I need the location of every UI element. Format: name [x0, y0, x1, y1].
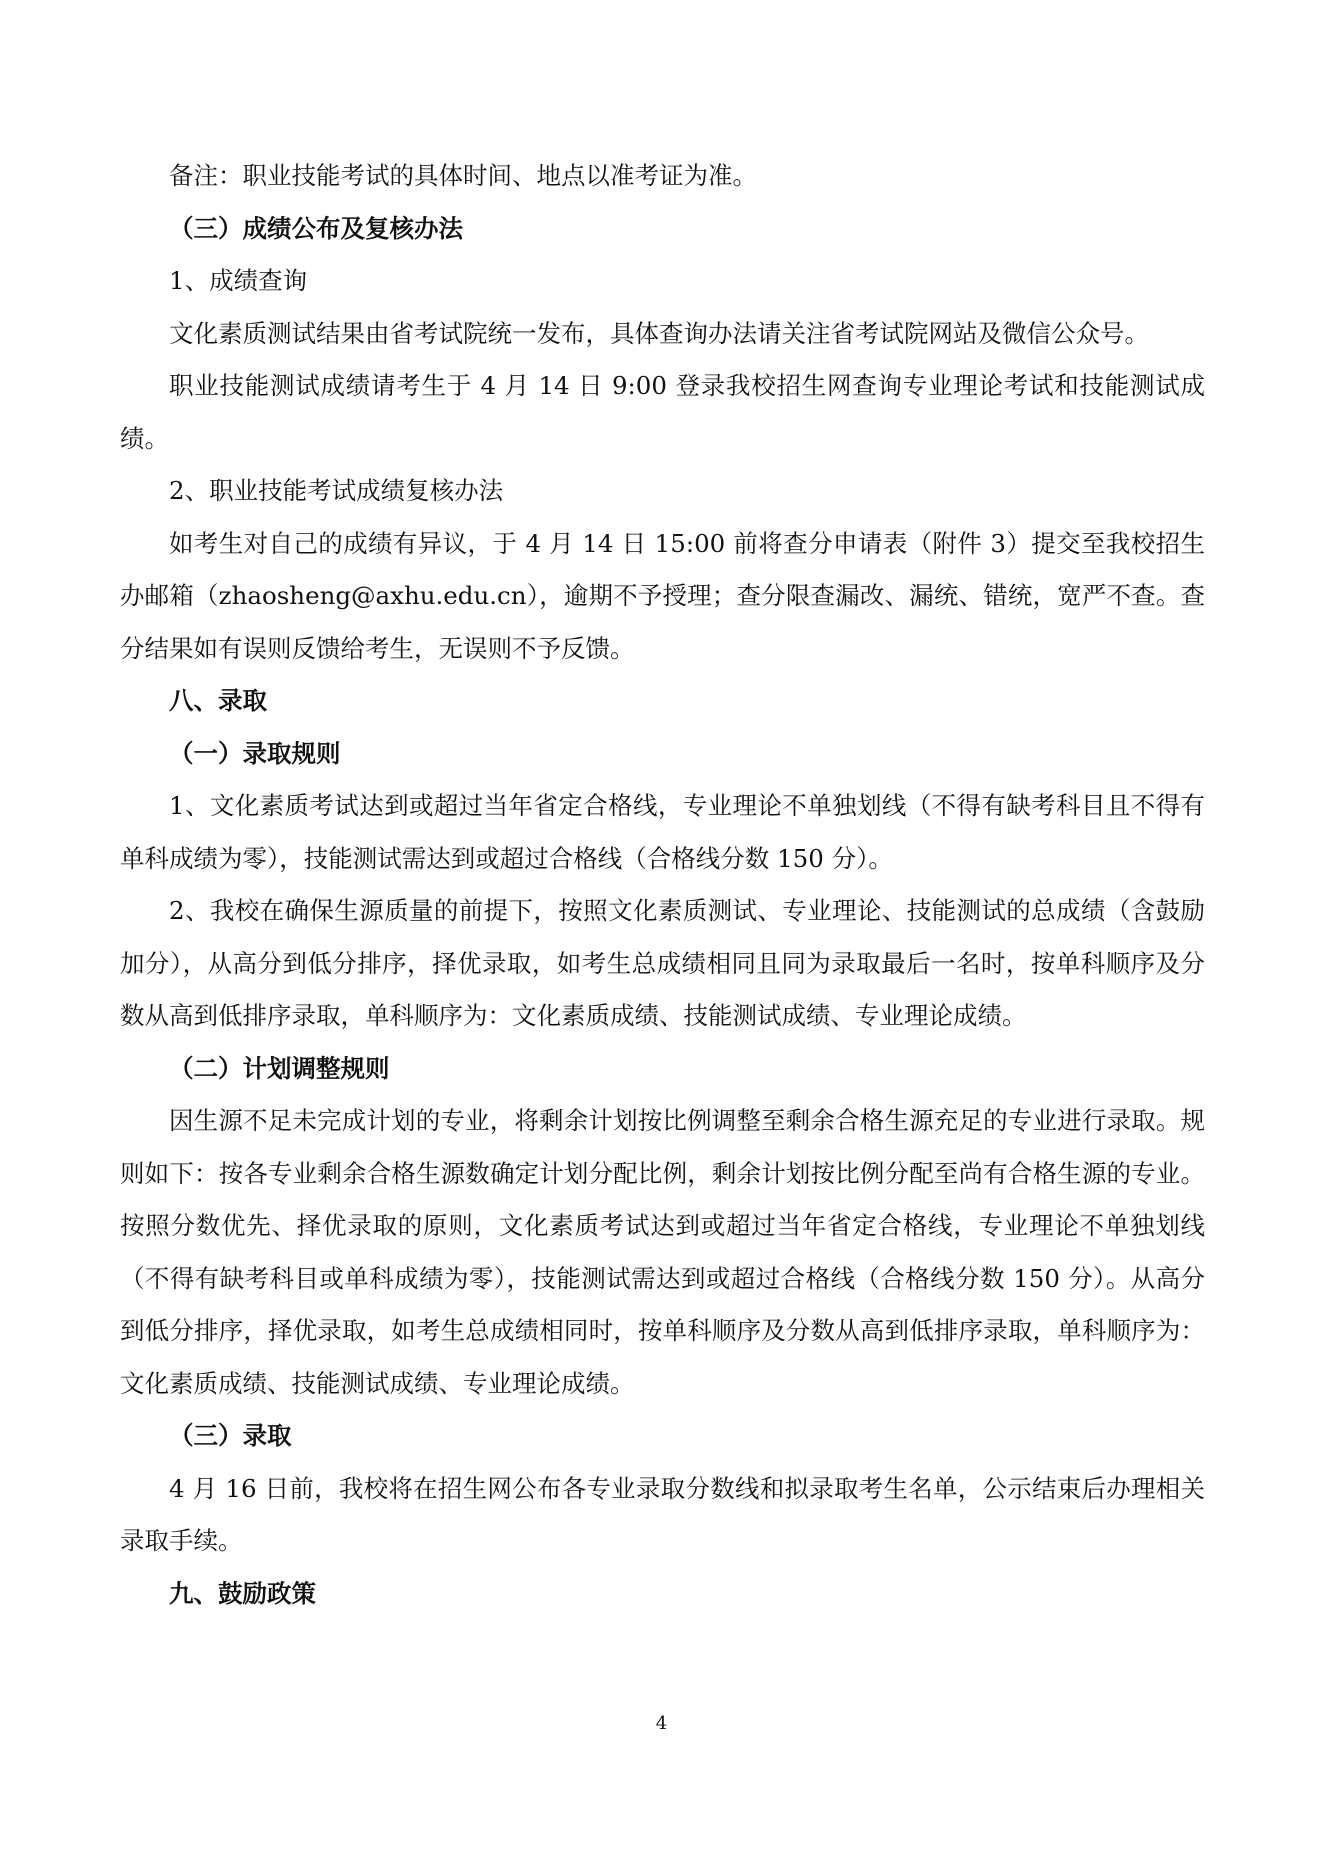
- paragraph-score-review-procedure: 如考生对自己的成绩有异议，于 4 月 14 日 15:00 前将查分申请表（附件 3）提交至我校招生办邮箱（zhaosheng@axhu.edu.cn），逾期不予授理；查分限查漏改、漏统、错统，宽严不查。查分结果如有误则反馈给考生，无误则不予反馈。: [120, 528, 1205, 663]
- page-number: 4: [655, 1713, 668, 1734]
- document-body: [120, 150, 1205, 1620]
- section-heading-plan-adjustment: （二）计划调整规则: [169, 1053, 390, 1083]
- paragraph-culture-test-results: 文化素质测试结果由省考试院统一发布，具体查询办法请关注省考试院网站及微信公众号。: [169, 318, 1149, 348]
- section-heading-incentive-policy: 九、鼓励政策: [169, 1578, 316, 1608]
- subheading-score-review: 2、职业技能考试成绩复核办法: [169, 476, 504, 505]
- paragraph-plan-adjustment: 因生源不足未完成计划的专业，将剩余计划按比例调整至剩余合格生源充足的专业进行录取。规则如下：按各专业剩余合格生源数确定计划分配比例，剩余计划按比例分配至尚有合格生源的专业。按照分数优先、择优录取的原则，文化素质考试达到或超过当年省定合格线，专业理论不单独划线（不得有缺考科目或单科成绩为零），技能测试需达到或超过合格线（合格线分数 150 分）。从高分到低分排序，择优录取，如考生总成绩相同时，按单科顺序及分数从高到低排序录取，单科顺序为：文化素质成绩、技能测试成绩、专业理论成绩。: [120, 1106, 1205, 1398]
- section-heading-admission: 八、录取: [169, 686, 267, 715]
- paragraph-admission-rule-2: 2、我校在确保生源质量的前提下，按照文化素质测试、专业理论、技能测试的总成绩（含鼓励加分），从高分到低分排序，择优录取，如考生总成绩相同且同为录取最后一名时，按单科顺序及分数从高到低排序录取，单科顺序为：文化素质成绩、技能测试成绩、专业理论成绩。: [120, 896, 1205, 1030]
- note-paragraph: 备注：职业技能考试的具体时间、地点以准考证为准。: [169, 161, 757, 190]
- subheading-score-query: 1、成绩查询: [169, 266, 308, 295]
- paragraph-skill-test-results: 职业技能测试成绩请考生于 4 月 14 日 9:00 登录我校招生网查询专业理论考试和技能测试成绩。: [120, 371, 1205, 453]
- section-heading-score-release: （三）成绩公布及复核办法: [169, 213, 463, 243]
- paragraph-admission-rule-1: 1、文化素质考试达到或超过当年省定合格线，专业理论不单独划线（不得有缺考科目且不得有单科成绩为零），技能测试需达到或超过合格线（合格线分数 150 分）。: [120, 791, 1205, 873]
- paragraph-admission-notice: 4 月 16 日前，我校将在招生网公布各专业录取分数线和拟录取考生名单，公示结束后办理相关录取手续。: [120, 1473, 1205, 1555]
- section-heading-admission-notice: （三）录取: [169, 1421, 292, 1450]
- section-heading-admission-rules: （一）录取规则: [169, 738, 341, 768]
